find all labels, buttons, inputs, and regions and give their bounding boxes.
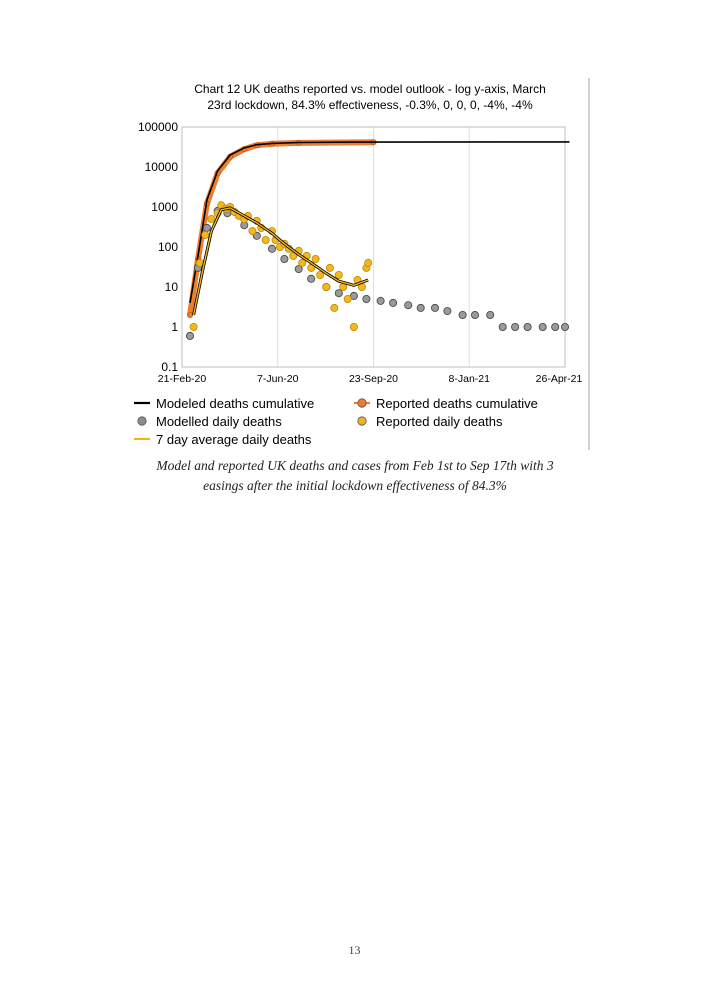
chart-panel bbox=[118, 78, 590, 450]
reported-daily-point bbox=[299, 259, 306, 266]
avg-outline-line bbox=[194, 208, 369, 315]
modelled-daily-point bbox=[335, 290, 342, 297]
chart-title-line1: Chart 12 UK deaths reported vs. model outlook - log y-axis, March bbox=[194, 82, 546, 96]
y-tick-label: 10 bbox=[164, 280, 178, 294]
legend-label: 7 day average daily deaths bbox=[156, 432, 312, 447]
reported-daily-point bbox=[344, 295, 351, 302]
modelled-daily-point bbox=[363, 295, 370, 302]
legend-label: Reported deaths cumulative bbox=[376, 396, 538, 411]
x-tick-label: 23-Sep-20 bbox=[348, 373, 399, 385]
legend-label: Reported daily deaths bbox=[376, 414, 503, 429]
reported-daily-point bbox=[190, 323, 197, 330]
modelled-daily-point bbox=[308, 275, 315, 282]
x-tick-label: 8-Jan-21 bbox=[448, 373, 490, 385]
chart-svg bbox=[118, 78, 588, 450]
modelled-daily-point bbox=[539, 323, 546, 330]
series-layer bbox=[186, 140, 569, 340]
caption-line-2: easings after the initial lockdown effectiveness of 84.3% bbox=[203, 478, 507, 493]
modelled-daily-point bbox=[268, 245, 275, 252]
legend-dot-swatch bbox=[138, 417, 146, 425]
modelled-daily-point bbox=[444, 308, 451, 315]
modelled-daily-point bbox=[186, 332, 193, 339]
y-tick-label: 100 bbox=[157, 240, 178, 254]
reported-daily-point bbox=[331, 304, 338, 311]
reported-daily-point bbox=[262, 236, 269, 243]
modelled-daily-point bbox=[459, 311, 466, 318]
modelled-daily-point bbox=[524, 323, 531, 330]
modelled-daily-point bbox=[561, 323, 568, 330]
reported-daily-point bbox=[208, 215, 215, 222]
y-tick-labels bbox=[138, 120, 178, 374]
modelled-daily-point bbox=[487, 311, 494, 318]
y-tick-label: 1000 bbox=[151, 200, 178, 214]
x-tick-label: 7-Jun-20 bbox=[257, 373, 299, 385]
modelled-daily-point bbox=[390, 299, 397, 306]
legend-dot-swatch bbox=[358, 417, 366, 425]
caption-line-1: Model and reported UK deaths and cases from Feb 1st to Sep 17th with 3 bbox=[156, 458, 554, 473]
reported-daily-point bbox=[312, 255, 319, 262]
x-tick-label: 21-Feb-20 bbox=[157, 373, 207, 385]
modelled-daily-point bbox=[471, 311, 478, 318]
legend-label: Modelled daily deaths bbox=[156, 414, 282, 429]
reported-cumulative-point bbox=[187, 312, 192, 317]
reported-daily-point bbox=[249, 228, 256, 235]
page-number: 13 bbox=[348, 943, 361, 957]
legend-dot-swatch bbox=[358, 399, 366, 407]
reported-daily-point bbox=[202, 231, 209, 238]
reported-daily-point bbox=[326, 264, 333, 271]
modelled-daily-point bbox=[203, 224, 210, 231]
avg-daily-line bbox=[194, 208, 369, 315]
x-tick-label: 26-Apr-21 bbox=[535, 373, 583, 385]
x-tick-labels bbox=[158, 373, 583, 385]
modelled-daily-point bbox=[377, 297, 384, 304]
y-tick-label: 0.1 bbox=[161, 360, 178, 374]
y-tick-label: 1 bbox=[171, 320, 178, 334]
modelled-daily-point bbox=[281, 255, 288, 262]
figure-caption bbox=[110, 456, 600, 496]
reported-daily-point bbox=[323, 283, 330, 290]
y-tick-label: 10000 bbox=[144, 160, 178, 174]
reported-daily-point bbox=[365, 259, 372, 266]
grid-layer bbox=[278, 127, 565, 367]
modelled-daily-point bbox=[512, 323, 519, 330]
legend bbox=[134, 396, 538, 447]
chart-title-line2: 23rd lockdown, 84.3% effectiveness, -0.3%, 0, 0, 0, -4%, -4% bbox=[207, 98, 533, 112]
reported-daily-point bbox=[350, 323, 357, 330]
modelled-daily-point bbox=[417, 304, 424, 311]
legend-label: Modeled deaths cumulative bbox=[156, 396, 315, 411]
modelled-daily-point bbox=[499, 323, 506, 330]
modelled-daily-point bbox=[552, 323, 559, 330]
y-tick-label: 100000 bbox=[137, 120, 178, 134]
modelled-daily-point bbox=[431, 304, 438, 311]
modelled-daily-point bbox=[405, 302, 412, 309]
reported-daily-point bbox=[335, 271, 342, 278]
